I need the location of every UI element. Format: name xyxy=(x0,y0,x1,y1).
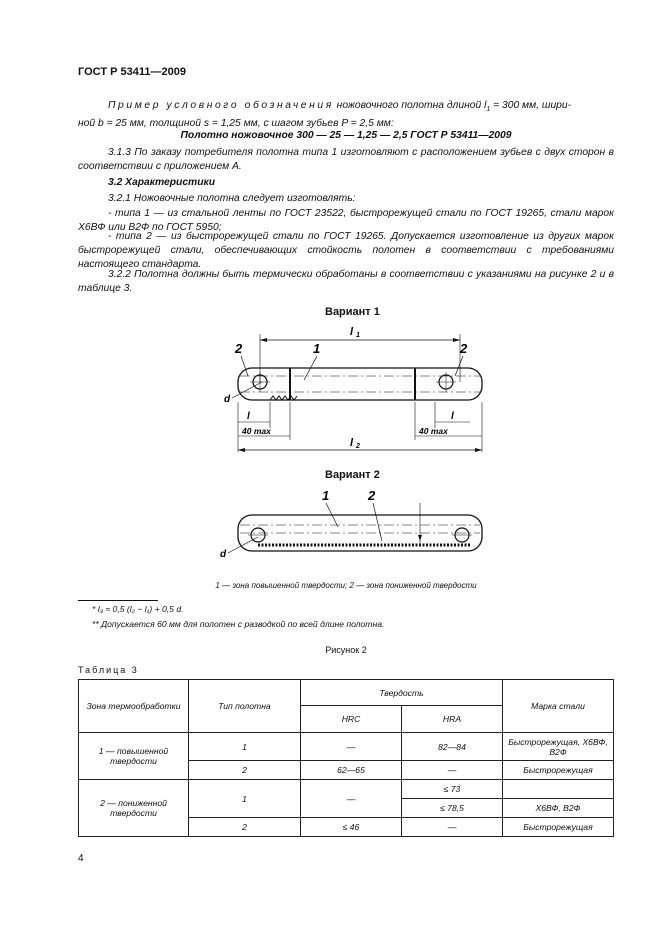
cell-hra: ≤ 78,5 xyxy=(402,799,503,818)
figure-legend: 1 — зона повышенной твердости; 2 — зона пониженной твердости xyxy=(215,581,477,590)
example-rest: ножовочного полотна длиной l xyxy=(333,100,487,111)
paragraph-3-1-3: 3.1.3 По заказу потребителя полотна типа 1 изготовляют с расположением зубьев с двух сторон в соответствии с приложением А. xyxy=(78,147,614,172)
cell-hra: — xyxy=(402,761,503,780)
header-hra: HRA xyxy=(402,706,503,733)
variant2-title: Вариант 2 xyxy=(325,469,380,481)
cell-steel: Х6ВФ, В2Ф xyxy=(503,799,614,818)
l2-subscript-label: 2 xyxy=(356,443,360,450)
example-paragraph xyxy=(78,99,614,131)
cell-steel: Быстрорежущая xyxy=(503,761,614,780)
figure-title: Рисунок 2 xyxy=(325,645,367,655)
cell-hrc: — xyxy=(301,733,402,761)
footnote-2: ** Допускается 60 мм для полотен с разводкой по всей длине полотна. xyxy=(92,619,385,629)
zone2-label-right: 2 xyxy=(460,341,468,356)
header-hardness: Твердость xyxy=(301,680,503,706)
cell-steel: Быстрорежущая xyxy=(503,818,614,837)
v2-zone2-label: 2 xyxy=(368,488,376,503)
cell-hrc: — xyxy=(301,780,402,818)
max40-label-left: 40 max xyxy=(242,426,271,436)
zone1-label: 1 xyxy=(313,341,321,356)
cell-steel: Быстрорежущая, Х6ВФ, В2Ф xyxy=(503,733,614,761)
cell-type: 1 xyxy=(189,733,301,761)
l1-subscript: 1 xyxy=(486,106,491,114)
header-type: Тип полотна xyxy=(189,680,301,733)
cell-hrc: 62—65 xyxy=(301,761,402,780)
variant2-drawing xyxy=(210,485,490,565)
cell-steel xyxy=(503,780,614,799)
list-item-type1: - типа 1 — из стальной ленты по ГОСТ 23522, быстрорежущей стали по ГОСТ 19265, стали марок Х6ВФ или В2Ф по ГОСТ 5950; xyxy=(78,208,614,233)
example-line2: ной b = 25 мм, толщиной s = 1,25 мм, с шагом зубьев P = 2,5 мм: xyxy=(78,118,394,130)
section-heading-3-2: 3.2 Характеристики xyxy=(108,177,216,188)
l2-label: l xyxy=(350,437,354,449)
cell-type: 2 xyxy=(189,761,301,780)
table-row xyxy=(79,780,614,799)
table-row xyxy=(79,733,614,761)
example-rest-b: = 300 мм, шири- xyxy=(490,100,572,111)
document-header: ГОСТ Р 53411—2009 xyxy=(78,66,186,78)
cell-hra: 82—84 xyxy=(402,733,503,761)
l3-label-left: l xyxy=(247,411,250,422)
header-steel: Марка стали xyxy=(503,680,614,733)
cell-hra: ≤ 73 xyxy=(402,780,503,799)
cell-zone: 2 — пониженной твердости xyxy=(79,780,189,837)
hardness-table xyxy=(78,679,614,837)
paragraph-3-2-2: 3.2.2 Полотна должны быть термически обработаны в соответствии с указаниями на рисунке 2 и в таблице 3. xyxy=(78,269,614,294)
l1-subscript-label: 1 xyxy=(356,332,360,339)
cell-type: 2 xyxy=(189,818,301,837)
d-label: d xyxy=(224,394,231,405)
l3-label-right: l xyxy=(451,411,454,422)
header-hrc: HRC xyxy=(301,706,402,733)
example-lead: Пример условного обозначения xyxy=(108,100,334,111)
cell-type: 1 xyxy=(189,780,301,818)
variant1-title: Вариант 1 xyxy=(325,306,380,318)
paragraph-3-2-1: 3.2.1 Ножовочные полотна следует изготовлять: xyxy=(108,193,356,204)
v2-d-label: d xyxy=(220,549,227,560)
list-item-type2: - типа 2 — из быстрорежущей стали по ГОСТ 19265. Допускается изготовление из других марок быстрорежущей стали, обеспечивающих стойкость полотен в соответствии с требованиями настоящего стандарта. xyxy=(78,231,614,270)
cell-zone: 1 — повышенной твердости xyxy=(79,733,189,780)
zone2-label-left: 2 xyxy=(235,341,243,356)
designation-line: Полотно ножовочное 300 — 25 — 1,25 — 2,5 ГОСТ Р 53411—2009 xyxy=(180,130,512,141)
footnote-1: * l₃ ≈ 0,5 (l₂ − l₁) + 0,5 d. xyxy=(92,604,184,614)
max40-label-right: 40 max xyxy=(419,426,448,436)
l1-label: l xyxy=(350,326,354,338)
v2-zone1-label: 1 xyxy=(322,488,330,503)
footnote-divider xyxy=(78,600,158,601)
cell-hra: — xyxy=(402,818,503,837)
header-zone: Зона термообработки xyxy=(79,680,189,733)
variant1-drawing xyxy=(210,320,490,460)
table-title: Таблица 3 xyxy=(78,665,139,675)
cell-hrc: ≤ 46 xyxy=(301,818,402,837)
page-number: 4 xyxy=(78,853,84,864)
